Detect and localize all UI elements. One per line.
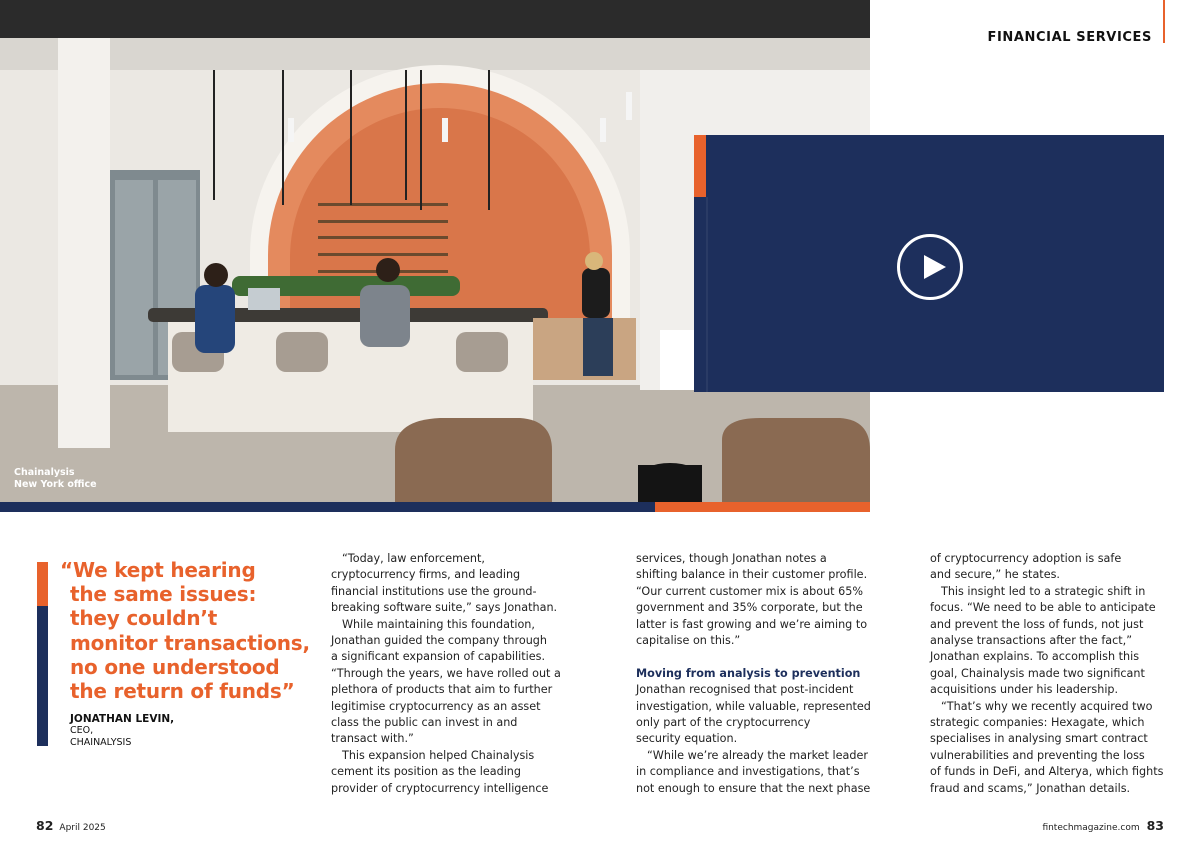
body-line: not enough to ensure that the next phase [636,781,871,795]
body-line: investigation, while valuable, represented [636,699,871,713]
body-line: in compliance and investigations, that’s [636,765,860,779]
body-line: only part of the cryptocurrency [636,716,811,730]
body-line: analyse transactions after the fact,” [930,634,1133,648]
section-label: FINANCIAL SERVICES [987,30,1152,45]
body-line: shifting balance in their customer profile. [636,568,868,582]
body-line: strategic companies: Hexagate, which [930,716,1145,730]
page-number-left: 82 [36,818,54,833]
body-line: capitalise on this.” [636,634,741,648]
pull-quote [60,558,310,703]
photo-caption [14,467,97,491]
body-line: goal, Chainalysis made two significant [930,666,1145,680]
pull-quote-line: they couldn’t [70,606,218,631]
subheading: Moving from analysis to prevention [636,666,861,680]
photo-caption-line1: Chainalysis [14,467,75,478]
pull-quote-line: “We kept hearing [60,558,256,582]
body-line: breaking software suite,” says Jonathan. [331,601,558,615]
body-line: cement its position as the leading [331,765,522,779]
body-column-1 [331,551,591,797]
body-line: “While we’re already the market leader [647,748,868,762]
quote-bar-orange [37,562,48,606]
photo-caption-line2: New York office [14,479,97,490]
pull-quote-line: no one understood [70,654,280,679]
photo-bar-orange [655,502,870,512]
video-accent [694,135,706,197]
footer-left [36,815,106,834]
body-line: “Our current customer mix is about 65% [636,584,863,598]
body-line: focus. “We need to be able to anticipate [930,601,1156,615]
body-line: “That’s why we recently acquired two [941,699,1153,713]
footer-right [1042,815,1164,834]
body-line: fraud and scams,” Jonathan details. [930,781,1131,795]
photo-bar-navy [0,502,655,512]
body-line: a significant expansion of capabilities. [331,650,546,664]
body-column-2 [636,551,886,797]
quote-attribution [70,713,174,749]
body-line: government and 35% corporate, but the [636,601,863,615]
body-line: vulnerabilities and preventing the loss [930,748,1145,762]
attribution-title: CEO, [70,725,94,736]
attribution-name: JONATHAN LEVIN, [70,713,175,725]
body-line: Jonathan recognised that post-incident [636,683,854,697]
pull-quote-line: monitor transactions, [70,630,310,655]
section-rule [1163,0,1165,43]
quote-bar-navy [37,606,48,746]
body-line: provider of cryptocurrency intelligence [331,781,549,795]
body-line: While maintaining this foundation, [342,617,535,631]
pull-quote-line: the return of funds” [70,679,295,704]
body-line: financial institutions use the ground- [331,584,537,598]
body-line: This expansion helped Chainalysis [342,748,535,762]
page-number-right: 83 [1146,818,1164,833]
play-icon[interactable] [897,234,963,300]
body-line: Jonathan guided the company through [331,634,548,648]
body-line: class the public can invest in and [331,716,518,730]
body-line: specialises in analysing smart contract [930,732,1148,746]
body-line: legitimise cryptocurrency as an asset [331,699,541,713]
body-line: transact with.” [331,732,414,746]
body-line: acquisitions under his leadership. [930,683,1119,697]
video-accent-line [706,197,708,392]
body-line: security equation. [636,732,738,746]
body-line: “Today, law enforcement, [342,552,485,565]
issue-date: April 2025 [59,823,106,833]
body-line: latter is fast growing and we’re aiming to [636,617,868,631]
body-line: Jonathan explains. To accomplish this [930,650,1140,664]
body-line: services, though Jonathan notes a [636,552,827,565]
body-column-3 [930,551,1180,797]
body-line: cryptocurrency firms, and leading [331,568,521,582]
body-line: This insight led to a strategic shift in [941,584,1146,598]
site-url[interactable]: fintechmagazine.com [1042,823,1140,833]
video-player[interactable] [694,135,1164,392]
paragraph-gap [636,649,886,665]
attribution-company: CHAINALYSIS [70,737,132,748]
body-line: of cryptocurrency adoption is safe [930,552,1122,565]
body-line: “Through the years, we have rolled out a [331,666,561,680]
body-line: of funds in DeFi, and Alterya, which fights [930,765,1164,779]
body-line: and secure,” he states. [930,568,1060,582]
body-line: plethora of products that aim to further [331,683,553,697]
body-line: and prevent the loss of funds, not just [930,617,1144,631]
pull-quote-line: the same issues: [70,582,257,607]
